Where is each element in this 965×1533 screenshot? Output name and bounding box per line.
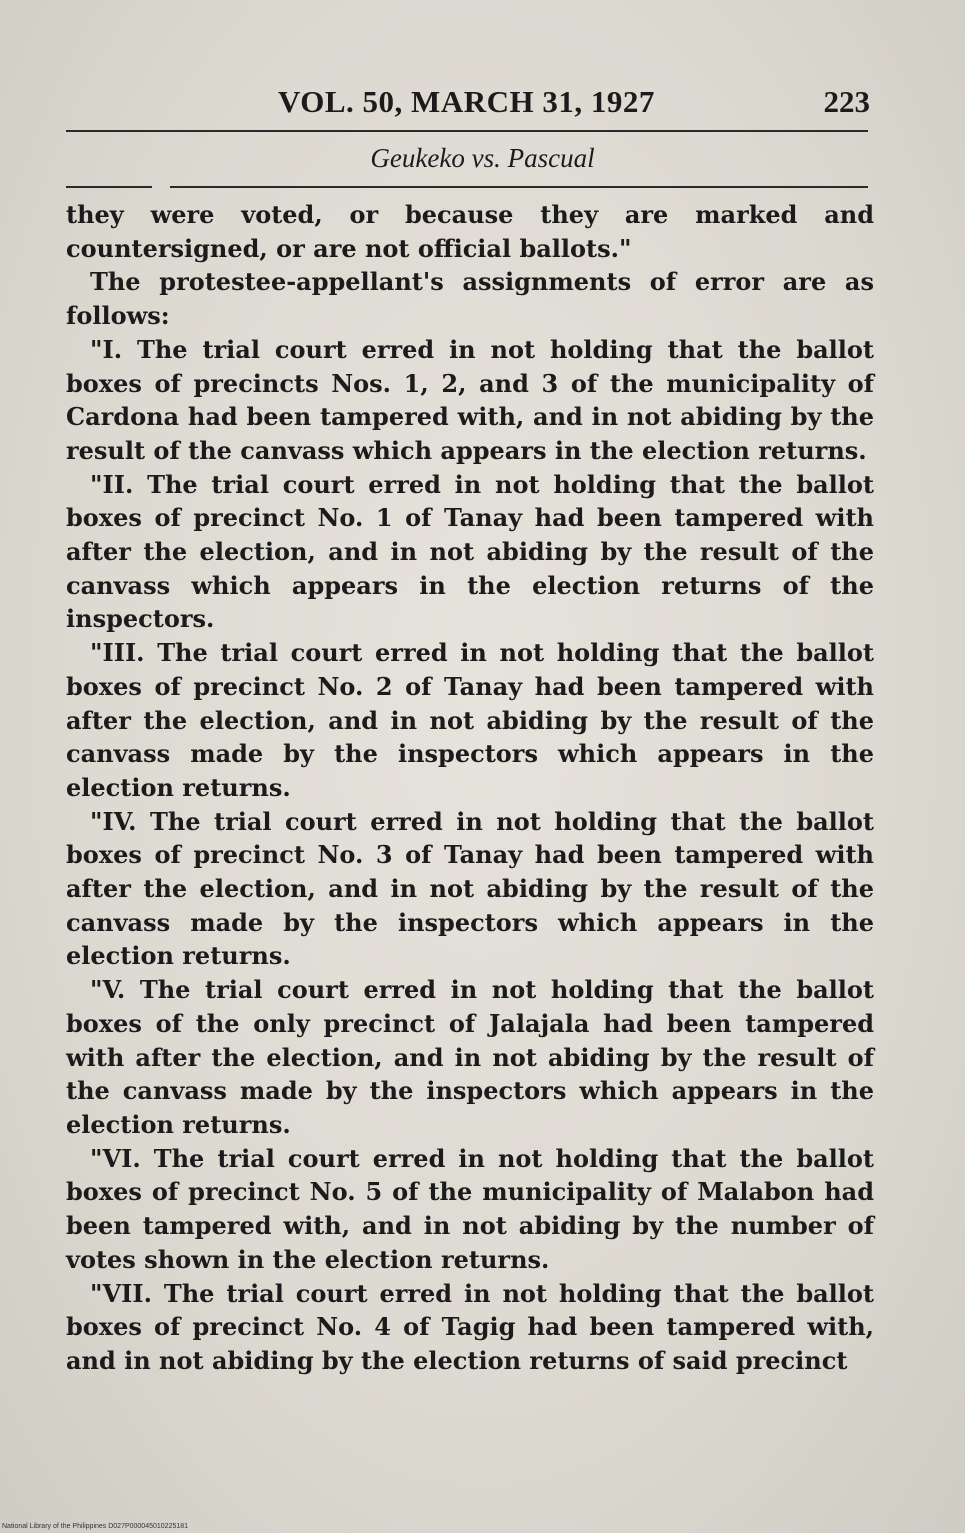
case-title: Geukeko vs. Pascual bbox=[370, 143, 595, 173]
paragraph: The protestee-appellant's assignments of error are as follows: bbox=[66, 267, 874, 331]
assignment-of-error-3: "III. The trial court erred in not holding that the ballot boxes of precinct No. 2 of Tanay had been tampered with after the election, and in not abiding by the result of the canvass made by the inspectors which appears in the election returns. bbox=[66, 638, 874, 802]
volume-date: VOL. 50, MARCH 31, 1927 bbox=[278, 84, 655, 119]
header-rule-long bbox=[170, 186, 868, 188]
assignment-of-error-6: "VI. The trial court erred in not holding that the ballot boxes of precinct No. 5 of the municipality of Malabon had been tampered with, and in not abiding by the number of votes shown in the election returns. bbox=[66, 1143, 874, 1274]
source-footer: National Library of the Philippines D027P000045010225181 bbox=[2, 1523, 189, 1530]
assignment-of-error-7: "VII. The trial court erred in not holding that the ballot boxes of precinct No. 4 of Tagig had been tampered with, and in not abiding by the election returns of said precinct bbox=[66, 1278, 874, 1375]
assignment-of-error-2: "II. The trial court erred in not holding that the ballot boxes of precinct No. 1 of Tanay had been tampered with after the election, and in not abiding by the result of the canvass which appears in the election returns of the inspectors. bbox=[66, 469, 874, 634]
paragraph: they were voted, or because they are marked and countersigned, or are not official ballots." bbox=[66, 200, 874, 263]
header-rule bbox=[66, 130, 868, 132]
page-number: 223 bbox=[823, 84, 870, 119]
assignment-of-error-1: "I. The trial court erred in not holding that the ballot boxes of precincts Nos. 1, 2, and 3 of the municipality of Cardona had been tampered with, and in not abiding by the result of the canvass which appears in the election returns. bbox=[66, 334, 874, 465]
running-head bbox=[0, 80, 965, 130]
assignment-of-error-5: "V. The trial court erred in not holding that the ballot boxes of the only precinct of Jalajala had been tampered with after the election, and in not abiding by the result of the canvass made by the inspectors which appears in the election returns. bbox=[66, 975, 874, 1139]
assignment-of-error-4: "IV. The trial court erred in not holding that the ballot boxes of precinct No. 3 of Tanay had been tampered with after the election, and in not abiding by the result of the canvass made by the inspectors which appears in the election returns. bbox=[66, 806, 874, 971]
header-rule-short bbox=[66, 186, 152, 188]
body-text bbox=[66, 198, 874, 1378]
